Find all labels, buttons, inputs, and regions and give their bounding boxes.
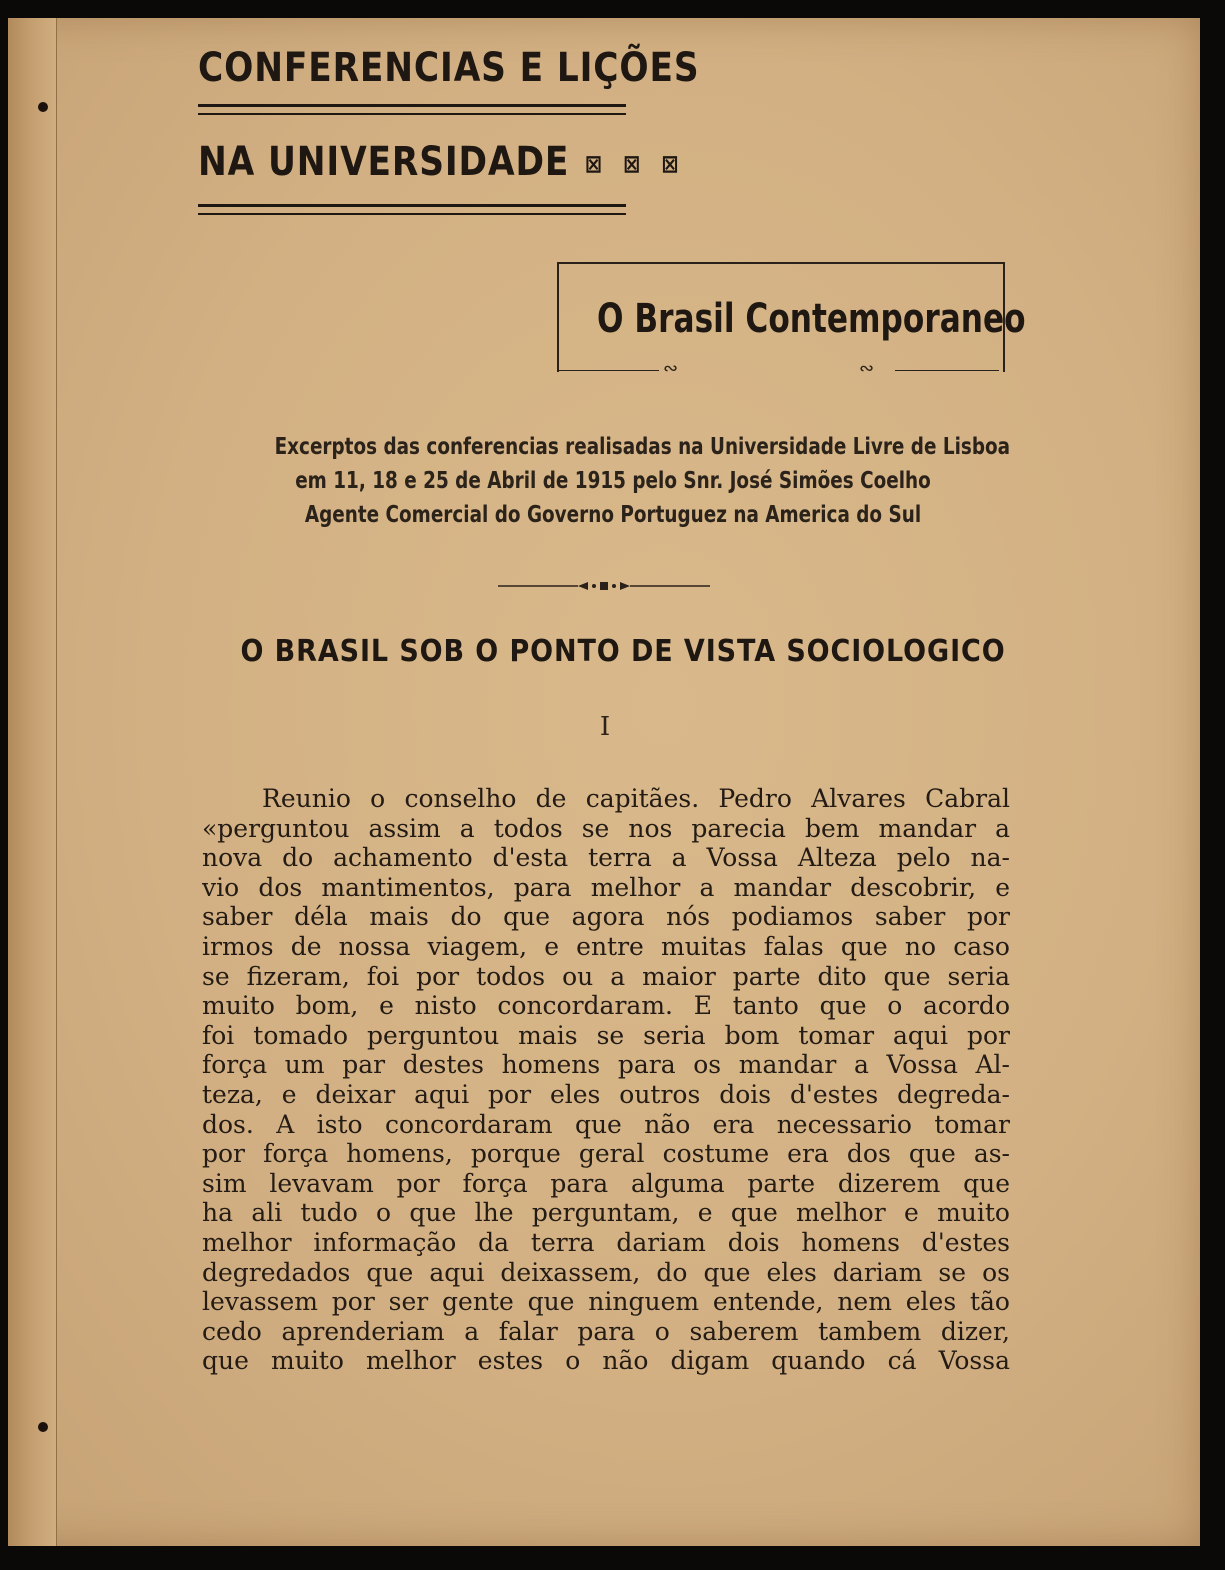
body-line: por força homens, porque geral costume era dos que as- [202, 1139, 1010, 1169]
page-binding-margin [8, 18, 57, 1546]
body-line: ha ali tudo o que lhe perguntam, e que melhor e muito [202, 1198, 1010, 1228]
body-line: que muito melhor estes o não digam quando cá Vossa [202, 1346, 1010, 1376]
header-title-text: NA UNIVERSIDADE [198, 139, 570, 185]
swirl-left-icon: ∾ [663, 358, 679, 379]
body-line: sim levavam por força para alguma parte dizerem que [202, 1168, 1010, 1198]
body-line: «perguntou assim a todos se nos parecia bem mandar a [202, 813, 1010, 843]
excerpt-line: Agente Comercial do Governo Portuguez na America do Sul [304, 502, 922, 528]
header-rule [198, 104, 626, 115]
body-line: irmos de nossa viagem, e entre muitas falas que no caso [202, 931, 1010, 961]
header-title-text: CONFERENCIAS E LIÇÕES [198, 45, 700, 91]
header-rule [198, 204, 626, 215]
flourish-line [895, 370, 999, 371]
body-line: nova do achamento d'esta terra a Vossa Alteza pelo na- [202, 843, 1010, 873]
excerpt-line: em 11, 18 e 25 de Abril de 1915 pelo Snr. José Simões Coelho [295, 468, 931, 494]
ornamental-divider [498, 580, 710, 592]
title-box [557, 262, 1026, 379]
body-line: Reunio o conselho de capitães. Pedro Alvares Cabral [262, 784, 1010, 813]
body-line: melhor informação da terra dariam dois homens d'estes [202, 1227, 1010, 1257]
section-title: O BRASIL SOB O PONTO DE VISTA SOCIOLOGICO [240, 634, 1006, 669]
binding-hole [38, 102, 48, 112]
body-line: saber déla mais do que agora nós podiamos saber por [202, 902, 1010, 932]
body-line: vio dos mantimentos, para melhor a mandar descobrir, e [202, 872, 1010, 902]
header-title-line2 [198, 139, 686, 185]
body-line: degredados que aqui deixassem, do que eles dariam se os [202, 1257, 1010, 1287]
swirl-right-icon: ∾ [859, 358, 875, 379]
excerpt-line: Excerptos das conferencias realisadas na Universidade Livre de Lisboa [274, 434, 1011, 460]
body-line: se fizeram, foi por todos ou a maior parte dito que seria [202, 961, 1010, 991]
box-bottom-flourish [559, 358, 1003, 379]
body-line: muito bom, e nisto concordaram. E tanto que o acordo [202, 991, 1010, 1021]
body-line: dos. A isto concordaram que não era necessario tomar [202, 1109, 1010, 1139]
body-line: teza, e deixar aqui por eles outros dois d'estes degreda- [202, 1079, 1010, 1109]
box-title: O Brasil Contemporaneo [597, 296, 1026, 342]
chapter-numeral: I [599, 712, 611, 742]
body-line: foi tomado perguntou mais se seria bom tomar aqui por [202, 1020, 1010, 1050]
binding-hole [38, 1422, 48, 1432]
ornament-icons: ⊠ ⊠ ⊠ [584, 150, 686, 178]
flourish-line [559, 370, 659, 371]
excerpt-paragraph [274, 430, 1011, 532]
body-paragraph [202, 784, 1010, 1376]
body-line: cedo aprenderiam a falar para o saberem tambem dizer, [202, 1316, 1010, 1346]
header-title-line1 [198, 45, 700, 91]
body-line: levassem por ser gente que ninguem entende, nem eles tão [202, 1287, 1010, 1317]
body-line: força um par destes homens para os mandar a Vossa Al- [202, 1050, 1010, 1080]
